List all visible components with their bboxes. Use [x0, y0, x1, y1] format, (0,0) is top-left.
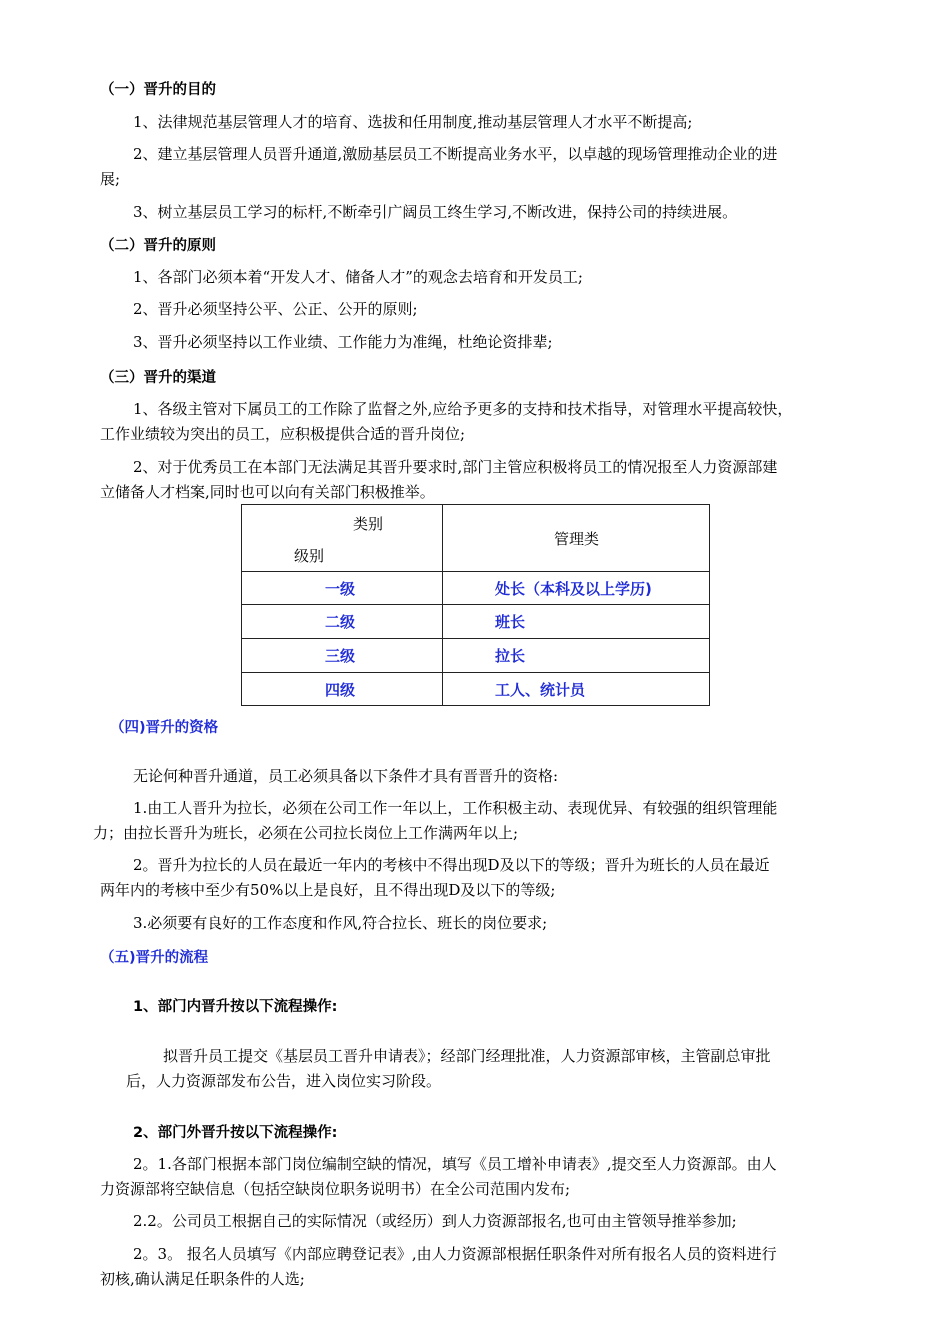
section5-sub2-item-3-cont: 初核,确认满足任职条件的人选;	[100, 1270, 305, 1288]
section2-item-2: 2、晋升必须坚持公平、公正、公开的原则;	[133, 300, 418, 318]
section3-heading: （三）晋升的渠道	[100, 370, 216, 386]
role-cell: 班长	[443, 605, 710, 639]
section5-sub2-item-3: 2。3。 报名人员填写《内部应聘登记表》,由人力资源部根据任职条件对所有报名人员的资料进行	[133, 1245, 777, 1263]
role-cell: 工人、统计员	[443, 673, 710, 706]
section4-item-2: 2。晋升为拉长的人员在最近一年内的考核中不得出现D及以下的等级；晋升为班长的人员在最近	[133, 856, 770, 874]
section4-item-2-cont: 两年内的考核中至少有50%以上是良好，且不得出现D及以下的等级;	[100, 881, 556, 899]
section1-item-2: 2、建立基层管理人员晋升通道,激励基层员工不断提高业务水平，以卓越的现场管理推动企业的进	[133, 145, 778, 163]
section2-item-1: 1、各部门必须本着“开发人才、储备人才”的观念去培育和开发员工;	[133, 268, 583, 286]
section5-sub1-text-cont: 后，人力资源部发布公告，进入岗位实习阶段。	[126, 1072, 442, 1090]
role-cell: 拉长	[443, 639, 710, 673]
section3-item-1: 1、各级主管对下属员工的工作除了监督之外,应给予更多的支持和技术指导，对管理水平提高较快，	[133, 400, 793, 418]
level-cell: 四级	[242, 673, 443, 706]
section5-sub2-item-1: 2。1.各部门根据本部门岗位编制空缺的情况，填写《员工增补申请表》,提交至人力资源部。由人	[133, 1155, 777, 1173]
section2-item-3: 3、晋升必须坚持以工作业绩、工作能力为准绳，杜绝论资排辈;	[133, 333, 553, 351]
header-management-label: 管理类	[443, 505, 710, 572]
table-row	[242, 572, 710, 605]
section1-item-1: 1、法律规范基层管理人才的培育、选拔和任用制度,推动基层管理人才水平不断提高;	[133, 113, 693, 131]
section1-heading: （一）晋升的目的	[100, 82, 216, 98]
section5-sub2-item-1-cont: 力资源部将空缺信息（包括空缺岗位职务说明书）在全公司范围内发布;	[100, 1180, 571, 1198]
section5-sub2-heading: 2、部门外晋升按以下流程操作:	[133, 1125, 338, 1141]
level-cell: 一级	[242, 572, 443, 605]
table-header-row	[242, 505, 710, 572]
header-diagonal-cell	[242, 505, 443, 572]
section4-item-3: 3.必须要有良好的工作态度和作风,符合拉长、班长的岗位要求;	[133, 914, 548, 932]
table-row	[242, 673, 710, 706]
level-cell: 三级	[242, 639, 443, 673]
promotion-level-table	[241, 504, 710, 706]
section5-sub2-item-2: 2.2。公司员工根据自己的实际情况（或经历）到人力资源部报名,也可由主管领导推举参加;	[133, 1212, 737, 1230]
table-row	[242, 605, 710, 639]
section5-heading: （五)晋升的流程	[100, 950, 209, 966]
section3-item-2-cont: 立储备人才档案,同时也可以向有关部门积极推举。	[100, 483, 435, 501]
table-row	[242, 639, 710, 673]
section4-item-1-cont: 力；由拉长晋升为班长，必须在公司拉长岗位上工作满两年以上;	[93, 824, 519, 842]
section2-heading: （二）晋升的原则	[100, 238, 216, 254]
section4-intro: 无论何种晋升通道，员工必须具备以下条件才具有晋晋升的资格:	[133, 767, 559, 785]
section3-item-2: 2、对于优秀员工在本部门无法满足其晋升要求时,部门主管应积极将员工的情况报至人力资源部建	[133, 458, 778, 476]
header-level-label: 级别	[294, 547, 325, 565]
section5-sub1-heading: 1、部门内晋升按以下流程操作:	[133, 999, 338, 1015]
section1-item-2-cont: 展;	[100, 170, 121, 188]
header-category-label: 类别	[353, 515, 384, 533]
section3-item-1-cont: 工作业绩较为突出的员工，应积极提供合适的晋升岗位;	[100, 425, 466, 443]
section5-sub1-text: 拟晋升员工提交《基层员工晋升申请表》；经部门经理批准，人力资源部审核，主管副总审批	[163, 1047, 771, 1065]
section4-heading: （四)晋升的资格	[110, 720, 219, 736]
section1-item-3: 3、树立基层员工学习的标杆,不断牵引广阔员工终生学习,不断改进，保持公司的持续进展。	[133, 203, 738, 221]
role-cell: 处长（本科及以上学历)	[443, 572, 710, 605]
level-cell: 二级	[242, 605, 443, 639]
section4-item-1: 1.由工人晋升为拉长，必须在公司工作一年以上，工作积极主动、表现优异、有较强的组织管理能	[133, 799, 778, 817]
